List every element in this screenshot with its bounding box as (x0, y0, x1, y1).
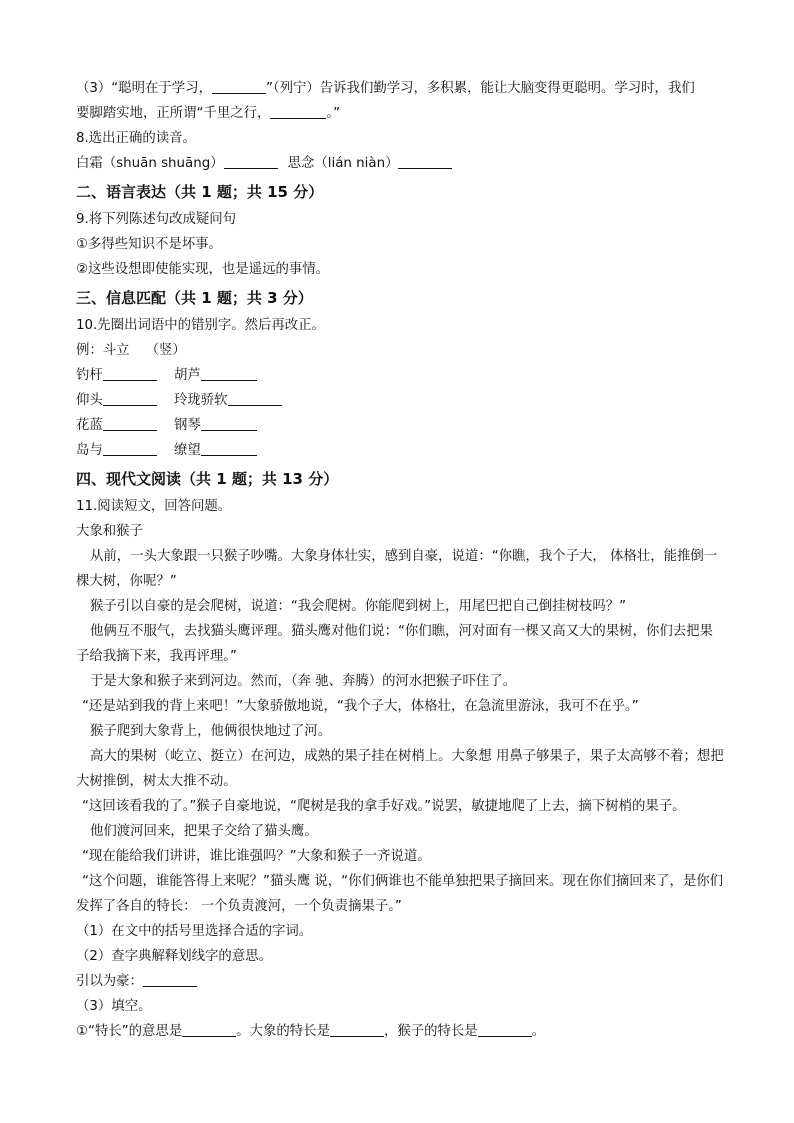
story-paragraph: “现在能给我们讲讲，谁比谁强吗？”大象和猴子一齐说道。 (82, 849, 431, 864)
q10-word: 胡芦 (174, 368, 201, 383)
answer-blank[interactable] (143, 972, 197, 987)
answer-blank[interactable] (201, 441, 257, 456)
story-paragraph: “这个问题，谁能答得上来呢？”猫头鹰 说，“你们俩谁也不能单独把果子摘回来。现在你们摘回来了，是你们发挥了各自的特长： 一个负责渡河，一个负责摘果子。” (76, 874, 724, 914)
q10-row (76, 388, 726, 413)
q11-sub3-text: ，猴子的特长是 (383, 1024, 478, 1039)
q9-sentence: ②这些设想即使能实现，也是遥远的事情。 (76, 262, 330, 277)
story-paragraph: “这回该看我的了。”猴子自豪地说，“爬树是我的拿手好戏。”说罢，敏捷地爬了上去，摘下树梢的果子。 (82, 799, 686, 814)
answer-blank[interactable] (182, 1022, 236, 1037)
q10-word: 钓杆 (76, 368, 103, 383)
q7-3-text: 要脚踏实地，正所谓“千里之行， (76, 106, 271, 121)
q11-sub-question: （1）在文中的括号里选择合适的字词。 (76, 924, 313, 939)
story-paragraph: 从前，一头大象跟一只猴子吵嘴。大象身体壮实，感到自豪，说道：“你瞧，我个子大， 体格壮，能推倒一棵大树，你呢？” (76, 549, 718, 589)
q10-word: 玲珑骄软 (174, 393, 228, 408)
q11-sub3-text: ①“特长”的意思是 (76, 1024, 183, 1039)
story-title: 大象和猴子 (76, 524, 143, 539)
q7-3-text: ”（列宁）告诉我们勤学习，多积累，能让大脑变得更聪明。学习时，我们 (265, 81, 695, 96)
answer-blank[interactable] (201, 366, 257, 381)
answer-blank[interactable] (228, 391, 282, 406)
q7-3-text: （3）“聪明在于学习， (76, 81, 212, 96)
q11-sub3-text: 。 (531, 1024, 546, 1039)
q11-sub3-item (76, 1019, 726, 1044)
answer-blank[interactable] (270, 104, 326, 119)
section-title: 三、信息匹配（共 1 题；共 3 分） (76, 289, 313, 307)
q10-example (76, 338, 726, 363)
story-paragraph: 猴子爬到大象背上，他俩很快地过了河。 (90, 724, 332, 739)
q8-title: 8.选出正确的读音。 (76, 131, 196, 146)
story-paragraph: 猴子引以自豪的是会爬树，说道：“我会爬树。你能爬到树上，用尾巴把自己倒挂树枝吗？” (90, 599, 627, 614)
story-paragraph: 他们渡河回来，把果子交给了猫头鹰。 (90, 824, 318, 839)
q10-word: 缭望 (174, 443, 201, 458)
story-paragraph: “还是站到我的背上来吧！”大象骄傲地说，“我个子大，体格壮，在急流里游泳，我可不在乎。” (82, 699, 639, 714)
answer-blank[interactable] (103, 366, 157, 381)
q7-3-line2 (76, 101, 726, 126)
story-paragraph: 高大的果树（屹立、挺立）在河边，成熟的果子挂在树梢上。大象想 用鼻子够果子，果子太高够不着；想把大树推倒，树太大推不动。 (76, 749, 724, 789)
q11-sub3-text: 。大象的特长是 (236, 1024, 330, 1039)
answer-blank[interactable] (103, 416, 157, 431)
example-word: 例：斗立 (76, 343, 130, 358)
story-paragraph: 于是大象和猴子来到河边。然而，（奔 驰、奔腾）的河水把猴子吓住了。 (90, 674, 517, 689)
example-answer: （竖） (145, 343, 186, 358)
q10-row (76, 438, 726, 463)
story-paragraph: 他俩互不服气，去找猫头鹰评理。猫头鹰对他们说：“你们瞧，河对面有一棵又高又大的果树，你们去把果子给我摘下来，我再评理。” (76, 624, 713, 664)
q8-item: 白霜（shuān shuāng） (76, 156, 224, 171)
q11-sub2-item (76, 969, 726, 994)
answer-blank[interactable] (201, 416, 257, 431)
q11-title: 11.阅读短文，回答问题。 (76, 499, 232, 514)
q10-word: 仰头 (76, 393, 103, 408)
answer-blank[interactable] (103, 391, 157, 406)
answer-blank[interactable] (224, 154, 278, 169)
q8-items (76, 151, 726, 176)
q10-word: 钢琴 (174, 418, 201, 433)
q10-row (76, 413, 726, 438)
q9-sentence: ①多得些知识不是坏事。 (76, 237, 222, 252)
q10-title: 10.先圈出词语中的错别字。然后再改正。 (76, 318, 325, 333)
q10-word: 花蓝 (76, 418, 103, 433)
section-title: 四、现代文阅读（共 1 题；共 13 分） (76, 470, 339, 488)
answer-blank[interactable] (212, 79, 266, 94)
q10-word: 岛与 (76, 443, 103, 458)
q7-3-text: 。” (326, 106, 341, 121)
q11-sub2-label: 引以为豪： (76, 974, 143, 989)
q7-3-line1 (76, 76, 726, 101)
q11-sub-question: （2）查字典解释划线字的意思。 (76, 949, 272, 964)
q8-item: 思念（lián niàn） (287, 156, 399, 171)
answer-blank[interactable] (398, 154, 452, 169)
q10-row (76, 363, 726, 388)
content-area (76, 76, 726, 1044)
answer-blank[interactable] (478, 1022, 532, 1037)
section-title: 二、语言表达（共 1 题；共 15 分） (76, 183, 324, 201)
q11-sub-question: （3）填空。 (76, 999, 152, 1014)
answer-blank[interactable] (330, 1022, 384, 1037)
q9-title: 9.将下列陈述句改成疑问句 (76, 212, 237, 227)
answer-blank[interactable] (103, 441, 157, 456)
